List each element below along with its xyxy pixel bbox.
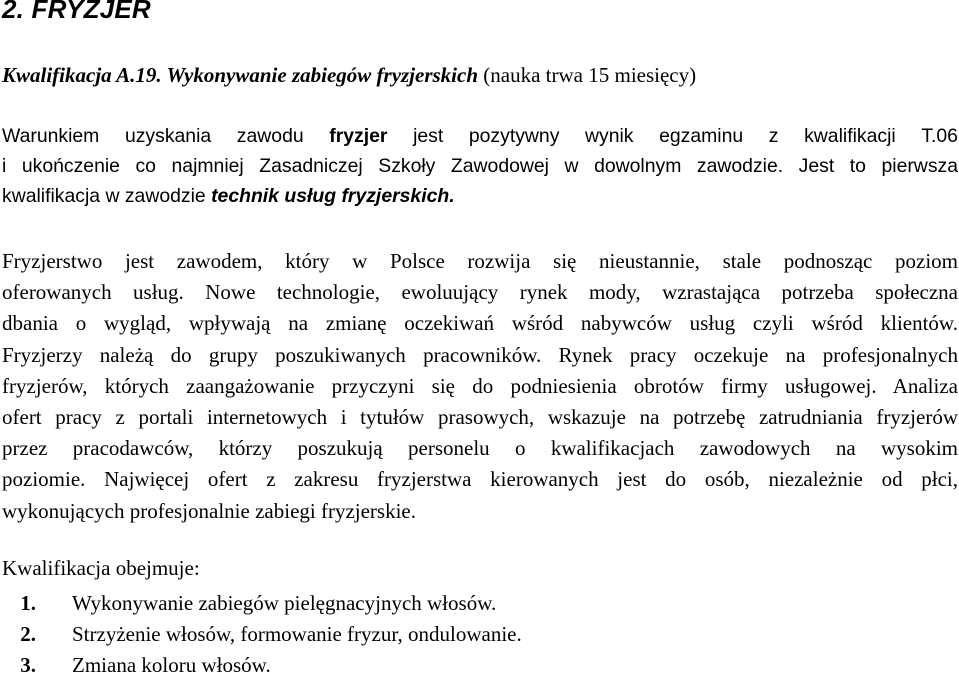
paragraph-line bbox=[2, 181, 958, 211]
paragraph-line bbox=[2, 277, 958, 308]
paragraph-line-text: Fryzjerzy należą do grupy poszukiwanych pracowników. Rynek pracy oczekuje na profesjonalnych bbox=[2, 342, 958, 367]
list-item-text: Zmiana koloru włosów. bbox=[72, 653, 271, 677]
paragraph-line bbox=[2, 496, 958, 527]
qualifications-label: Kwalifikacja obejmuje: bbox=[2, 556, 200, 580]
word: zawodu bbox=[236, 125, 304, 147]
list-item-number: 2. bbox=[20, 622, 36, 646]
word: uzyskania bbox=[124, 125, 212, 147]
word: wynik bbox=[585, 125, 634, 147]
paragraph-line bbox=[2, 151, 958, 181]
word: Warunkiem bbox=[2, 125, 100, 147]
paragraph-line bbox=[2, 246, 958, 277]
qualification-duration: (nauka trwa 15 miesięcy) bbox=[483, 63, 697, 87]
paragraph-line-text: oferowanych usług. Nowe technologie, ewoluujący rynek mody, wzrastająca potrzeba społeczna bbox=[2, 280, 958, 305]
paragraph-line bbox=[2, 464, 958, 495]
word: jest bbox=[413, 125, 444, 147]
list-item-text: Wykonywanie zabiegów pielęgnacyjnych włosów. bbox=[72, 591, 497, 615]
list-item-number: 3. bbox=[20, 653, 36, 677]
paragraph-description bbox=[2, 246, 958, 527]
paragraph-line-text: wykonujących profesjonalnie zabiegi fryzjerskie. bbox=[2, 498, 417, 523]
paragraph-line-text: kwalifikacja w zawodzie bbox=[2, 185, 206, 207]
list-item bbox=[0, 619, 522, 650]
word: pozytywny bbox=[468, 125, 560, 147]
word: kwalifikacji bbox=[804, 125, 896, 147]
paragraph-line-text: ofert pracy z portali internetowych i tytułów prasowych, wskazuje na potrzebę zatrudniania fryzjerów bbox=[2, 405, 958, 430]
profession-name: fryzjer bbox=[329, 125, 388, 147]
paragraph-line-text: poziomie. Najwięcej ofert z zakresu fryzjerstwa kierowanych jest do osób, niezależnie od płci, bbox=[2, 467, 958, 492]
paragraph-line-text: i ukończenie co najmniej Zasadniczej Szkoły Zawodowej w dowolnym zawodzie. Jest to pierwsza bbox=[2, 155, 958, 177]
word: z bbox=[768, 125, 779, 147]
list-item-number: 1. bbox=[20, 591, 36, 615]
paragraph-line bbox=[2, 308, 958, 339]
paragraph-line bbox=[2, 402, 958, 433]
paragraph-line-text: dbania o wygląd, wpływają na zmianę oczekiwań wśród nabywców usług czyli wśród klientów. bbox=[2, 311, 958, 336]
qualifications-list bbox=[0, 588, 522, 681]
paragraph-requirements bbox=[2, 121, 958, 211]
paragraph-line bbox=[2, 340, 958, 371]
section-title: 2. FRYZJER bbox=[2, 0, 151, 24]
paragraph-line-text: fryzjerów, których zaangażowanie przyczyni się do podniesienia obrotów firmy usługowej. Analiza bbox=[2, 373, 958, 398]
list-item-text: Strzyżenie włosów, formowanie fryzur, ondulowanie. bbox=[72, 622, 522, 646]
qualification-heading bbox=[2, 63, 696, 88]
list-item bbox=[0, 650, 522, 681]
qualification-label: Kwalifikacja A.19. Wykonywanie zabiegów fryzjerskich bbox=[2, 63, 479, 87]
paragraph-line-text: przez pracodawców, którzy poszukują personelu o kwalifikacjach zawodowych na wysokim bbox=[2, 436, 958, 461]
technician-title: technik usług fryzjerskich. bbox=[211, 185, 455, 207]
paragraph-line bbox=[2, 433, 958, 464]
word: T.06 bbox=[921, 125, 958, 147]
list-item bbox=[0, 588, 522, 619]
paragraph-line-text: Fryzjerstwo jest zawodem, który w Polsce rozwija się nieustannie, stale podnosząc poziom bbox=[2, 249, 958, 273]
word: egzaminu bbox=[659, 125, 744, 147]
paragraph-line bbox=[2, 371, 958, 402]
paragraph-line bbox=[2, 121, 958, 151]
